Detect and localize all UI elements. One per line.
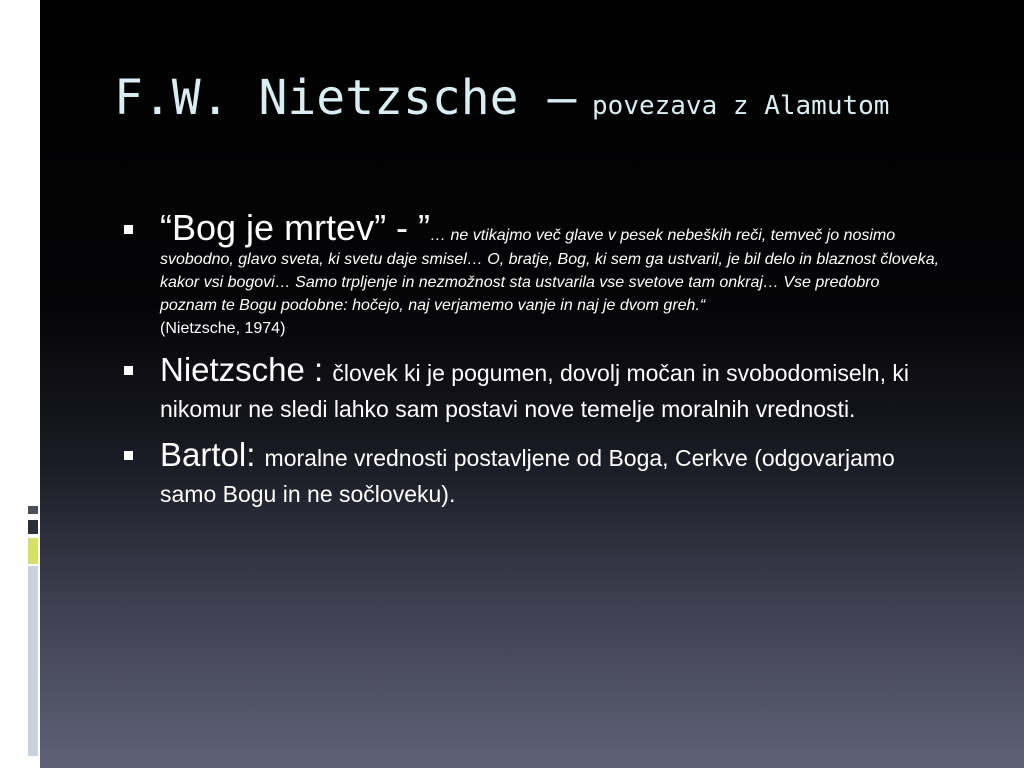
bullet-quote: … ne vtikajmo več glave v pesek nebeških reči, temveč jo nosimo svobodno, glavo sveta, ki svetu daje smisel… O, bratje, Bog, ki sem ga ustvaril, je bil delo in blaznost človeka, kakor vsi bogovi… Samo trpljenje in nezmožnost sta ustvarila vse svetove tam onkraj… Vse predobro poznam te Bogu podobne: hočejo, naj verjamemo vanje in naj je dvom greh.“ (160, 227, 940, 314)
bullet-lead: Nietzsche : (160, 351, 333, 388)
square-bullet-icon (124, 366, 133, 375)
square-bullet-icon (124, 451, 133, 460)
decoration-bar-blue-gray (28, 566, 38, 756)
bullet-citation: (Nietzsche, 1974) (160, 320, 286, 337)
decoration-bar-white (28, 0, 38, 502)
slide-title (114, 66, 994, 141)
bullet-item (120, 437, 940, 512)
left-decoration-strip (0, 0, 40, 768)
bullet-list (120, 208, 940, 512)
decoration-bar-yellow (28, 538, 38, 564)
bullet-item (120, 352, 940, 427)
bullet-item (120, 208, 940, 340)
bullet-text: človek ki je pogumen, dovolj močan in svobodomiseln, ki nikomur ne sledi lahko sam postavi nove temelje moralnih vrednosti. (160, 360, 909, 422)
bullet-lead: Bartol: (160, 436, 265, 473)
slide-content-area (40, 0, 1024, 768)
decoration-bar-bottom (28, 758, 38, 768)
slide-title-subtitle: povezava z Alamutom (592, 91, 890, 121)
square-bullet-icon (124, 225, 133, 234)
bullet-lead: “Bog je mrtev” - ” (160, 207, 431, 248)
decoration-bar-dark (28, 520, 38, 534)
decoration-bar-gray (28, 506, 38, 514)
bullet-text: moralne vrednosti postavljene od Boga, Cerkve (odgovarjamo samo Bogu in ne sočloveku). (160, 445, 895, 507)
slide-title-main: F.W. Nietzsche – (114, 70, 577, 126)
